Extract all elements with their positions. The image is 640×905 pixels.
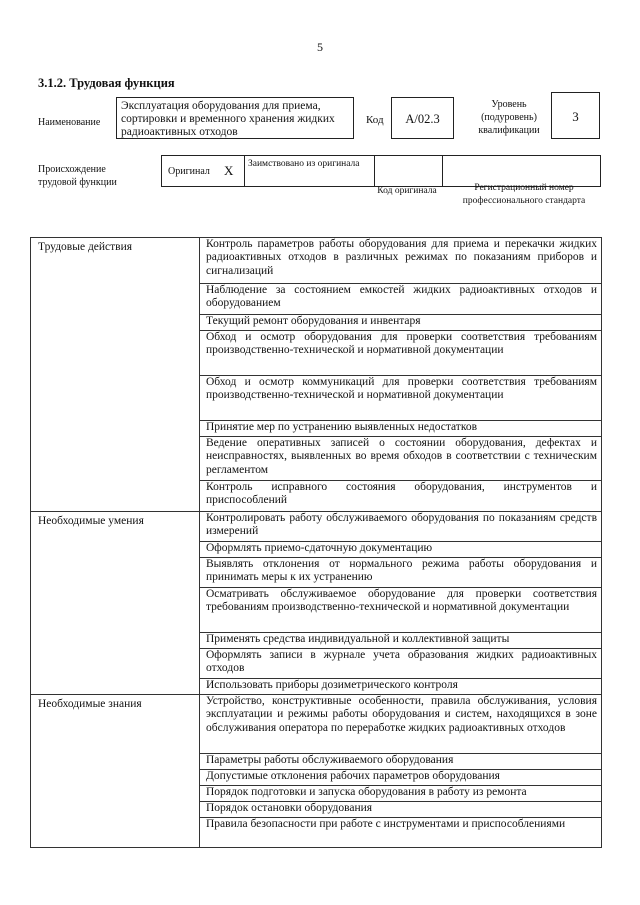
list-item: Порядок остановки оборудования [200,802,601,818]
list-item: Применять средства индивидуальной и коллективной защиты [200,633,601,649]
section-title: Трудовые действия [31,238,200,512]
list-item: Оформлять приемо-сдаточную документацию [200,542,601,558]
section-heading: 3.1.2. Трудовая функция [38,76,175,90]
section-items [200,695,602,848]
list-item: Ведение оперативных записей о состоянии оборудования, дефектах и неисправностях, выявленных во время обходов в соответствии с техническим регламентом [200,437,601,481]
borrowed-label: Заимствовано из оригинала [248,159,360,169]
section-title: Необходимые умения [31,512,200,695]
origin-label: Происхождение трудовой функции [38,164,117,188]
list-item: Оформлять записи в журнале учета образования жидких радиоактивных отходов [200,649,601,679]
list-item: Осматривать обслуживаемое оборудование для проверки соответствия требованиям производственно-технической и нормативной документации [200,588,601,633]
list-item: Наблюдение за состоянием емкостей жидких радиоактивных отходов и оборудованием [200,284,601,315]
section-row-actions [31,238,602,512]
level-value-box: 3 [551,92,600,139]
section-title: Необходимые знания [31,695,200,848]
level-label: Уровень (подуровень) квалификации [478,99,540,136]
list-item: Текущий ремонт оборудования и инвентаря [200,315,601,331]
function-details-table [30,237,602,848]
code-value-box: А/02.3 [391,97,454,139]
code-original-caption: Код оригинала [377,186,437,196]
section-items [200,512,602,695]
section-items [200,238,602,512]
list-item: Параметры работы обслуживаемого оборудования [200,754,601,770]
section-row-skills [31,512,602,695]
list-item: Устройство, конструктивные особенности, правила обслуживания, условия эксплуатации и режимы работы оборудования и систем, находящихся в зоне обслуживания оператора по переработке жидких радиоактивных отходов [200,695,601,754]
list-item: Контролировать работу обслуживаемого оборудования по показаниям средств измерений [200,512,601,542]
origin-divider [442,155,443,187]
origin-divider [244,155,245,187]
name-label: Наименование [38,117,101,128]
list-item: Порядок подготовки и запуска оборудования в работу из ремонта [200,786,601,802]
list-item: Принятие мер по устранению выявленных недостатков [200,421,601,437]
list-item: Использовать приборы дозиметрического контроля [206,679,458,691]
list-item: Контроль исправного состояния оборудования, инструментов и приспособлений [206,481,597,507]
list-item: Допустимые отклонения рабочих параметров оборудования [200,770,601,786]
list-item: Обход и осмотр оборудования для проверки соответствия требованиям производственно-технической и нормативной документации [200,331,601,376]
list-item: Правила безопасности при работе с инструментами и приспособлениями [206,818,566,830]
original-mark: X [224,163,234,178]
list-item: Выявлять отклонения от нормального режима работы оборудования и принимать меры к их устранению [200,558,601,588]
code-label: Код [366,114,384,126]
list-item: Обход и осмотр коммуникаций для проверки соответствия требованиям производственно-технической и нормативной документации [200,376,601,421]
section-row-knowledge [31,695,602,848]
page-number: 5 [317,40,323,54]
original-label: Оригинал [168,166,210,177]
reg-number-caption: Регистрационный номер профессионального стандарта [462,183,586,206]
origin-divider [374,155,375,187]
function-name-box: Эксплуатация оборудования для приема, сортировки и временного хранения жидких радиоактивных отходов [116,97,354,139]
list-item: Контроль параметров работы оборудования для приема и перекачки жидких радиоактивных отходов в различных режимах по показаниям приборов и сигнализаций [200,238,601,284]
